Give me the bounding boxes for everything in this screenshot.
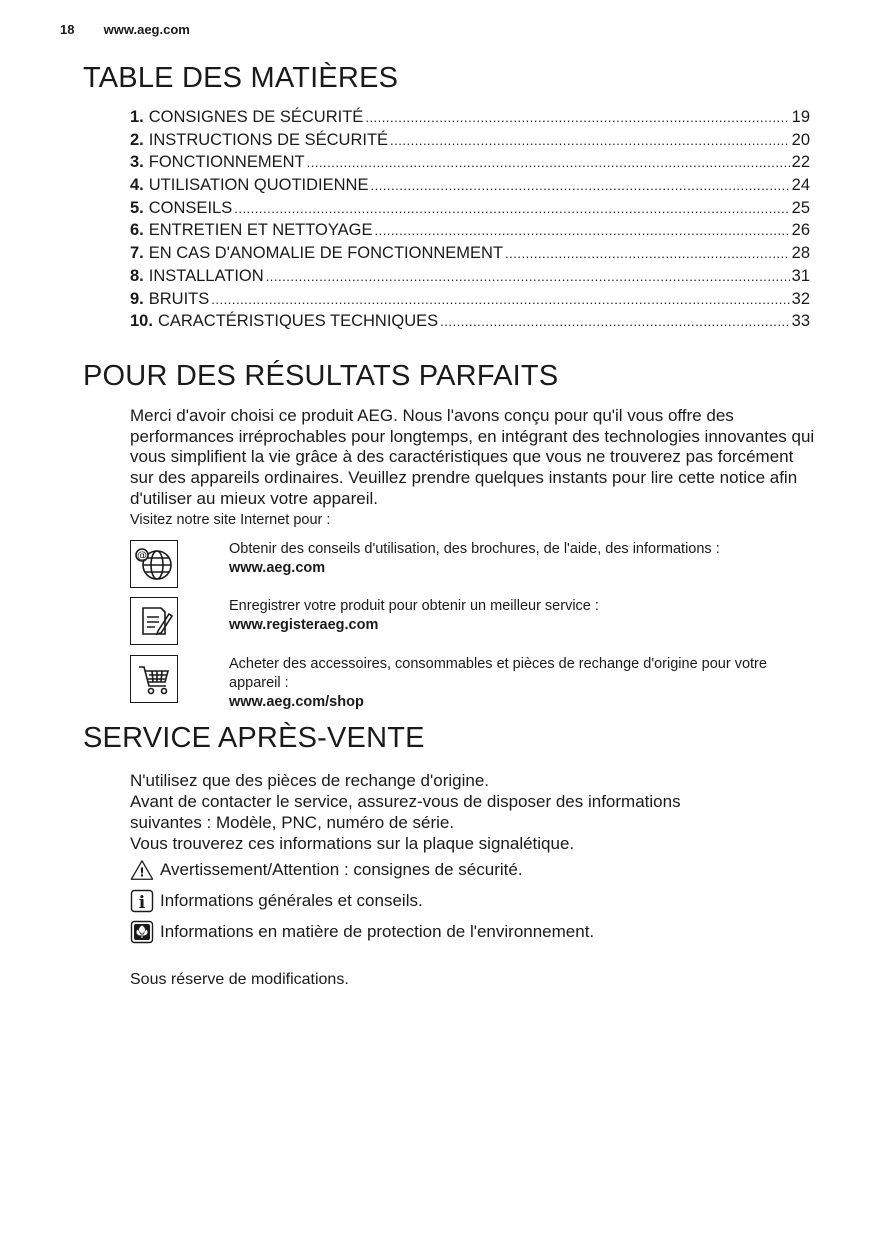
toc-title: TABLE DES MATIÈRES — [83, 62, 399, 94]
svg-text:!: ! — [139, 865, 145, 880]
toc-item[interactable] — [130, 176, 810, 199]
toc-item[interactable] — [130, 153, 810, 176]
results-title: POUR DES RÉSULTATS PARFAITS — [83, 360, 559, 392]
toc-item-label: EN CAS D'ANOMALIE DE FONCTIONNEMENT — [148, 244, 504, 263]
toc-leader — [307, 155, 790, 170]
warning-icon — [130, 858, 154, 882]
toc-item-number: 9. — [130, 289, 144, 308]
info-icon — [130, 889, 154, 913]
feature-register — [130, 597, 820, 649]
toc-item[interactable] — [130, 244, 810, 267]
toc-item-label: INSTRUCTIONS DE SÉCURITÉ — [148, 130, 389, 149]
legend-text: Avertissement/Attention : consignes de sécurité. — [160, 860, 523, 879]
feature-description: Obtenir des conseils d'utilisation, des brochures, de l'aide, des informations : — [229, 541, 720, 557]
svg-text:i: i — [138, 893, 146, 913]
link-shop[interactable]: www.aeg.com/shop — [229, 694, 364, 710]
toc-item-page: 33 — [791, 312, 810, 331]
page-number: 18 — [60, 22, 75, 37]
toc-item[interactable] — [130, 108, 810, 131]
feature-register-text — [229, 597, 814, 635]
toc-leader — [211, 292, 789, 307]
visit-text: Visitez notre site Internet pour : — [130, 512, 331, 528]
toc-item[interactable] — [130, 312, 810, 335]
toc-item[interactable] — [130, 131, 810, 154]
toc-item-number: 3. — [130, 153, 144, 172]
legend-text: Informations en matière de protection de l'environnement. — [160, 922, 595, 941]
toc-item-number: 7. — [130, 244, 144, 263]
toc-item-label: CONSIGNES DE SÉCURITÉ — [148, 108, 364, 126]
toc-item-page: 20 — [791, 130, 810, 149]
shopping-cart-icon — [130, 655, 178, 703]
toc-item-number: 8. — [130, 266, 144, 285]
table-of-contents — [130, 108, 810, 335]
toc-item[interactable] — [130, 221, 810, 244]
environment-icon — [130, 920, 154, 944]
register-document-icon — [130, 597, 178, 645]
legend-warning — [130, 858, 523, 882]
site-url[interactable]: www.aeg.com — [103, 22, 190, 37]
toc-item-page: 25 — [791, 198, 810, 217]
toc-leader — [440, 314, 789, 329]
toc-item[interactable] — [130, 199, 810, 222]
page-header — [60, 22, 190, 37]
toc-leader — [505, 246, 790, 261]
toc-item-label: INSTALLATION — [148, 266, 264, 285]
service-line: suivantes : Modèle, PNC, numéro de série. — [130, 813, 455, 832]
toc-item-number: 2. — [130, 130, 144, 149]
toc-item-label: FONCTIONNEMENT — [148, 153, 305, 172]
legend-info — [130, 889, 423, 913]
service-line: Vous trouverez ces informations sur la plaque signalétique. — [130, 834, 575, 853]
globe-at-icon — [130, 540, 178, 588]
toc-leader — [390, 133, 790, 148]
toc-item-page: 22 — [791, 153, 810, 172]
toc-item[interactable] — [130, 267, 810, 290]
service-line: Avant de contacter le service, assurez-vous de disposer des informations — [130, 792, 681, 811]
toc-leader — [365, 110, 789, 125]
toc-item[interactable] — [130, 290, 810, 313]
service-text — [130, 770, 820, 854]
toc-item-number: 4. — [130, 176, 144, 195]
feature-shop — [130, 655, 820, 710]
toc-item-label: UTILISATION QUOTIDIENNE — [148, 176, 369, 195]
intro-paragraph: Merci d'avoir choisi ce produit AEG. Nous l'avons conçu pour qu'il vous offre des performances irréprochables pour longtemps, en intégrant des technologies innovantes qui vous simplifient la vie grâce à des caractéristiques que vous ne trouverez pas forcément sur des appareils ordinaires. Veuillez prendre quelques instants pour lire cette notice afin d'utiliser au mieux votre appareil. — [130, 406, 815, 508]
feature-shop-text — [229, 655, 814, 712]
feature-tips — [130, 540, 820, 592]
toc-item-number: 1. — [130, 108, 144, 126]
toc-item-page: 28 — [791, 244, 810, 263]
toc-item-number: 5. — [130, 198, 144, 217]
toc-item-label: CARACTÉRISTIQUES TECHNIQUES — [157, 312, 439, 331]
toc-leader — [234, 201, 789, 216]
toc-item-page: 19 — [791, 108, 810, 126]
svg-text:@: @ — [137, 550, 147, 562]
link-aeg[interactable]: www.aeg.com — [229, 560, 326, 576]
reserve-note: Sous réserve de modifications. — [130, 971, 349, 988]
toc-leader — [266, 269, 790, 284]
feature-description: Acheter des accessoires, consommables et pièces de rechange d'origine pour votre appareil : — [229, 656, 767, 691]
toc-item-label: BRUITS — [148, 289, 210, 308]
legend-text: Informations générales et conseils. — [160, 891, 423, 910]
feature-tips-text — [229, 540, 814, 578]
toc-item-label: ENTRETIEN ET NETTOYAGE — [148, 221, 373, 240]
service-line: N'utilisez que des pièces de rechange d'origine. — [130, 771, 489, 790]
toc-item-page: 31 — [791, 266, 810, 285]
toc-leader — [370, 178, 789, 193]
service-title: SERVICE APRÈS-VENTE — [83, 722, 425, 754]
link-register[interactable]: www.registeraeg.com — [229, 617, 379, 633]
toc-item-page: 26 — [791, 221, 810, 240]
toc-item-number: 10. — [130, 312, 153, 331]
toc-item-number: 6. — [130, 221, 144, 240]
feature-description: Enregistrer votre produit pour obtenir un meilleur service : — [229, 598, 599, 614]
toc-item-page: 32 — [791, 289, 810, 308]
toc-item-label: CONSEILS — [148, 198, 233, 217]
legend-environment — [130, 920, 594, 944]
toc-leader — [374, 223, 789, 238]
toc-item-page: 24 — [791, 176, 810, 195]
